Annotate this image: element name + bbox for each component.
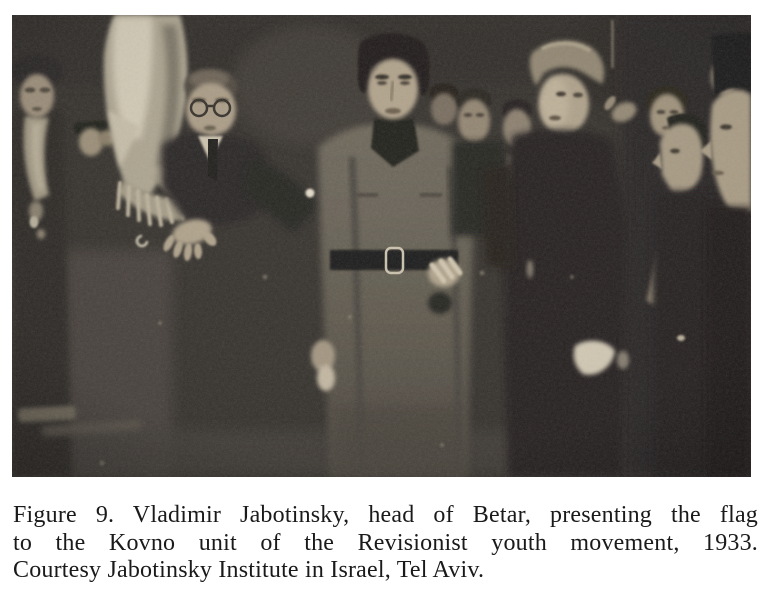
- photo-illustration: [12, 15, 751, 477]
- caption-line-3: Courtesy Jabotinsky Institute in Israel, Tel Aviv.: [13, 557, 485, 583]
- figure-caption: [13, 502, 758, 585]
- halftone-grain-coarse: [12, 15, 751, 477]
- caption-line-2: to the Kovno unit of the Revisionist youth movement, 1933.: [13, 529, 758, 556]
- figure-photo: [12, 15, 751, 477]
- caption-line-1: Figure 9. Vladimir Jabotinsky, head of Betar, presenting the flag: [13, 502, 758, 528]
